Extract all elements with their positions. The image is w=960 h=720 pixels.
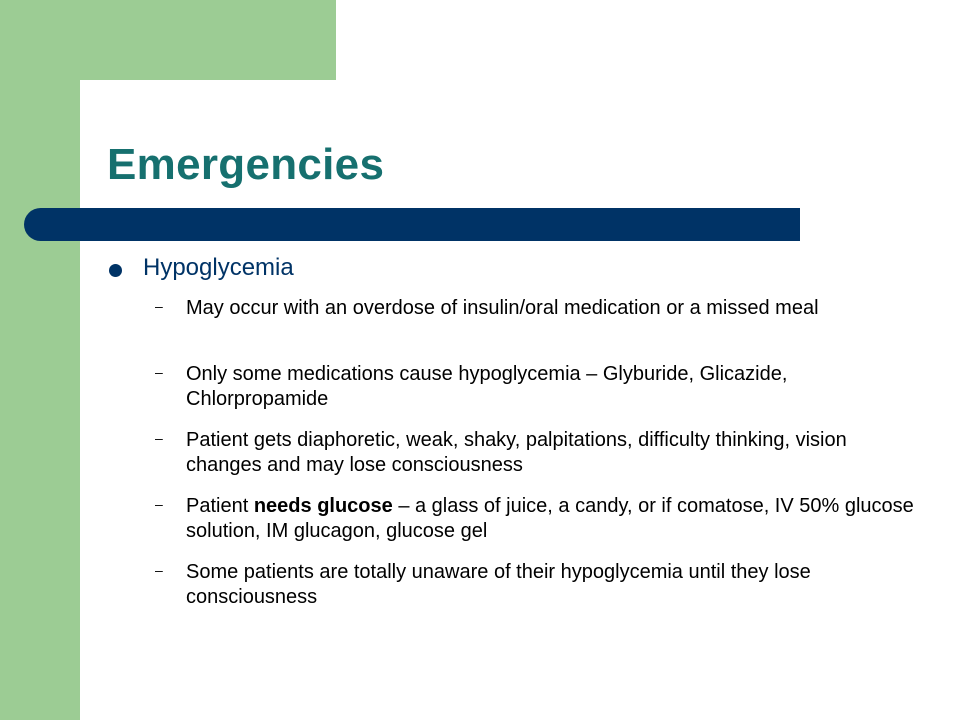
bullet-dot-icon xyxy=(109,264,122,277)
dash-icon: – xyxy=(155,298,163,314)
sub-bullet-text: Only some medications cause hypoglycemia – Glyburide, Glicazide, Chlorpropamide xyxy=(186,363,788,410)
emphasis-text: needs glucose xyxy=(253,495,393,517)
text-before: Patient xyxy=(186,495,254,517)
dash-icon: – xyxy=(155,562,163,578)
sub-bullet-text: May occur with an overdose of insulin/oral medication or a missed meal xyxy=(186,297,819,319)
text-after: – a glass of juice, a candy, or if comatose, IV 50% glucose solution, IM glucagon, glucose gel xyxy=(186,495,914,542)
dash-icon: – xyxy=(155,496,163,512)
bullet-heading: Hypoglycemia xyxy=(143,254,294,281)
sub-bullet-text: Some patients are totally unaware of their hypoglycemia until they lose consciousness xyxy=(186,561,811,608)
sub-bullet-text: Patient gets diaphoretic, weak, shaky, palpitations, difficulty thinking, vision changes and may lose consciousness xyxy=(186,429,847,476)
slide-title: Emergencies xyxy=(107,140,385,189)
sub-bullet-text xyxy=(186,494,926,544)
dash-icon: – xyxy=(155,430,163,446)
dash-icon: – xyxy=(155,364,163,380)
